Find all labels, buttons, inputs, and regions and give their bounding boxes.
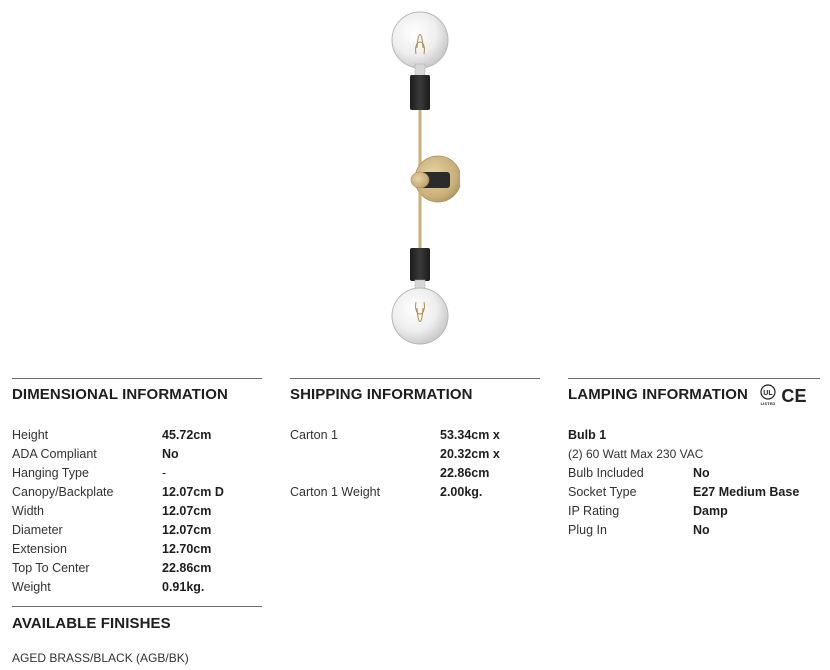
spec-row-hanging-type [12, 464, 262, 483]
spec-row-ada-compliant [12, 445, 262, 464]
spec-row-canopy-backplate [12, 483, 262, 502]
spec-label: Width [12, 504, 44, 518]
spec-value: 45.72cm [162, 428, 212, 442]
shipping-information-section [290, 378, 540, 502]
section-title: LAMPING INFORMATION [568, 386, 748, 403]
lamping-spec-list [568, 464, 820, 540]
spec-value: Damp [693, 504, 728, 518]
spec-row-plug-in [568, 521, 820, 540]
section-divider [12, 606, 262, 607]
spec-label: ADA Compliant [12, 447, 97, 461]
section-divider [568, 378, 820, 379]
spec-row-carton-1 [290, 426, 540, 483]
spec-value: 2.00kg. [440, 485, 483, 499]
spec-label: IP Rating [568, 504, 620, 518]
product-image [380, 8, 460, 350]
spec-value: 22.86cm [162, 561, 212, 575]
spec-value: No [693, 523, 710, 537]
spec-value: 12.07cm D [162, 485, 224, 499]
spec-label: Bulb Included [568, 466, 644, 480]
ce-mark-text: CE [781, 386, 807, 405]
spec-row-ip-rating [568, 502, 820, 521]
spec-value: E27 Medium Base [693, 485, 800, 499]
spec-row-width [12, 502, 262, 521]
spec-row-top-to-center [12, 559, 262, 578]
spec-label: Weight [12, 580, 51, 594]
section-title: AVAILABLE FINISHES [12, 615, 171, 632]
ul-listed-icon [758, 384, 778, 406]
spec-value: - [162, 466, 167, 480]
bulb-description: (2) 60 Watt Max 230 VAC [568, 447, 704, 461]
spec-value: 12.07cm [162, 523, 212, 537]
spec-value: 53.34cm x 20.32cm x 22.86cm [440, 428, 500, 480]
dimensional-information-section [12, 378, 262, 597]
spec-value: 12.70cm [162, 542, 212, 556]
spec-row-weight [12, 578, 262, 597]
section-divider [12, 378, 262, 379]
finish-item: AGED BRASS/BLACK (AGB/BK) [12, 651, 189, 665]
spec-row-diameter [12, 521, 262, 540]
spec-label: Plug In [568, 523, 607, 537]
spec-value: No [693, 466, 710, 480]
dimensional-spec-list [12, 426, 262, 597]
spec-label: Canopy/Backplate [12, 485, 114, 499]
certification-marks [758, 384, 807, 406]
ul-listed-text: LISTED [760, 401, 776, 406]
spec-row-height [12, 426, 262, 445]
spec-row-socket-type [568, 483, 820, 502]
spec-value: No [162, 447, 179, 461]
spec-row-extension [12, 540, 262, 559]
spec-label: Diameter [12, 523, 63, 537]
shipping-spec-list [290, 426, 540, 502]
section-divider [290, 378, 540, 379]
spec-value: 12.07cm [162, 504, 212, 518]
spec-label: Carton 1 [290, 428, 338, 442]
ce-mark-icon [781, 385, 807, 405]
spec-label: Carton 1 Weight [290, 485, 381, 499]
ul-mark-text: UL [763, 390, 773, 397]
spec-value: 0.91kg. [162, 580, 205, 594]
lamping-information-section [568, 378, 820, 540]
spec-row-bulb-included [568, 464, 820, 483]
spec-label: Extension [12, 542, 67, 556]
section-title: SHIPPING INFORMATION [290, 386, 473, 403]
bulb-heading: Bulb 1 [568, 428, 607, 442]
spec-row-carton-1-weight [290, 483, 540, 502]
spec-label: Top To Center [12, 561, 90, 575]
section-title-row [568, 384, 820, 406]
section-title: DIMENSIONAL INFORMATION [12, 386, 228, 403]
spec-label: Height [12, 428, 49, 442]
wall-sconce-illustration [380, 8, 460, 350]
spec-label: Socket Type [568, 485, 637, 499]
available-finishes-section [12, 606, 262, 668]
spec-label: Hanging Type [12, 466, 89, 480]
